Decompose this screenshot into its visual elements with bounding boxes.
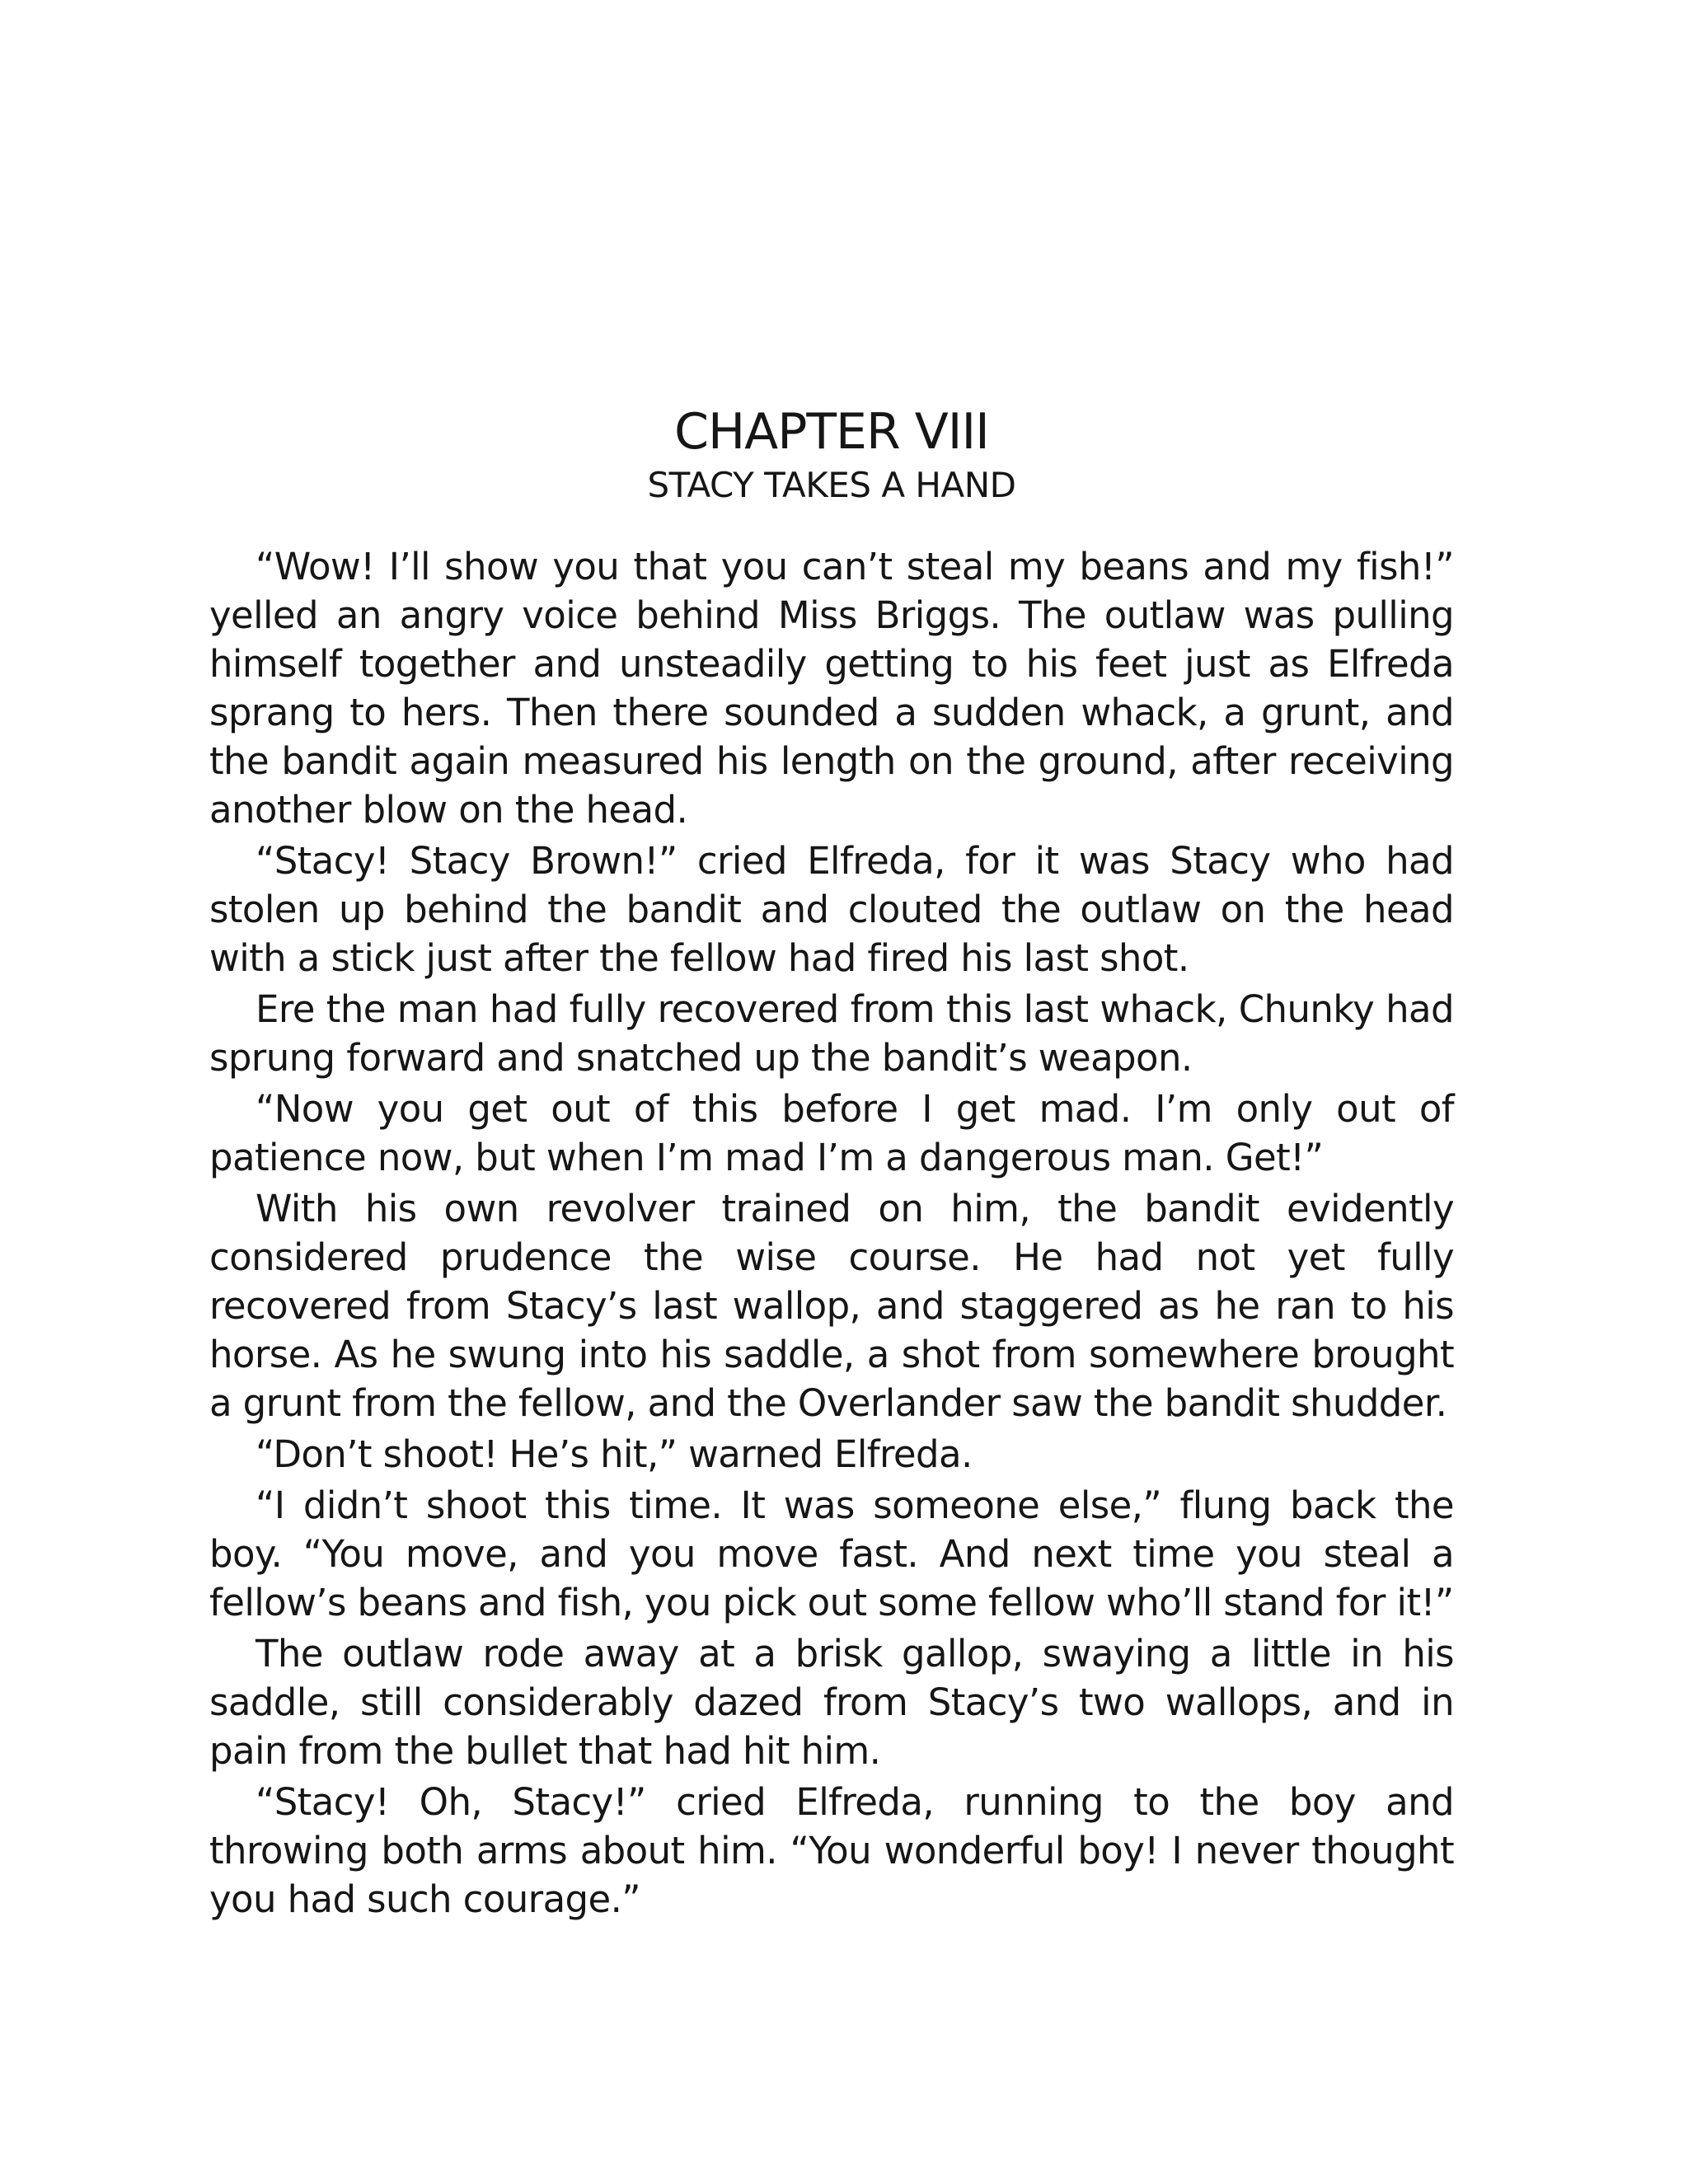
paragraph-9: “Stacy! Oh, Stacy!” cried Elfreda, running to the boy and throwing both arms about him. “You wonderful boy! I never thought you had such courage.” <box>209 1780 1454 1921</box>
chapter-title: STACY TAKES A HAND <box>647 465 1016 505</box>
chapter-number: CHAPTER VIII <box>674 403 989 461</box>
book-page <box>209 404 1454 1926</box>
paragraph-1: “Wow! I’ll show you that you can’t steal my beans and my fish!” yelled an angry voice behind Miss Briggs. The outlaw was pulling himself together and unsteadily getting to his feet just as Elfreda sprang to hers. Then there sounded a sudden whack, a grunt, and the bandit again measured his length on the ground, after receiving another blow on the head. <box>209 545 1454 832</box>
paragraph-7: “I didn’t shoot this time. It was someone else,” flung back the boy. “You move, and you move fast. And next time you steal a fellow’s beans and fish, you pick out some fellow who’ll stand for it!” <box>209 1483 1454 1624</box>
paragraph-2: “Stacy! Stacy Brown!” cried Elfreda, for it was Stacy who had stolen up behind the bandit and clouted the outlaw on the head with a stick just after the fellow had fired his last shot. <box>209 839 1454 980</box>
paragraph-5: With his own revolver trained on him, the bandit evidently considered prudence the wise course. He had not yet fully recovered from Stacy’s last wallop, and staggered as he ran to his horse. As he swung into his saddle, a shot from somewhere brought a grunt from the fellow, and the Overlander saw the bandit shudder. <box>209 1187 1454 1425</box>
paragraph-4: “Now you get out of this before I get mad. I’m only out of patience now, but when I’m mad I’m a dangerous man. Get!” <box>209 1087 1454 1179</box>
paragraph-3: Ere the man had fully recovered from this last whack, Chunky had sprung forward and snatched up the bandit’s weapon. <box>209 987 1454 1080</box>
paragraph-6: “Don’t shoot! He’s hit,” warned Elfreda. <box>256 1432 973 1476</box>
paragraph-8: The outlaw rode away at a brisk gallop, swaying a little in his saddle, still considerably dazed from Stacy’s two wallops, and in pain from the bullet that had hit him. <box>209 1632 1454 1773</box>
